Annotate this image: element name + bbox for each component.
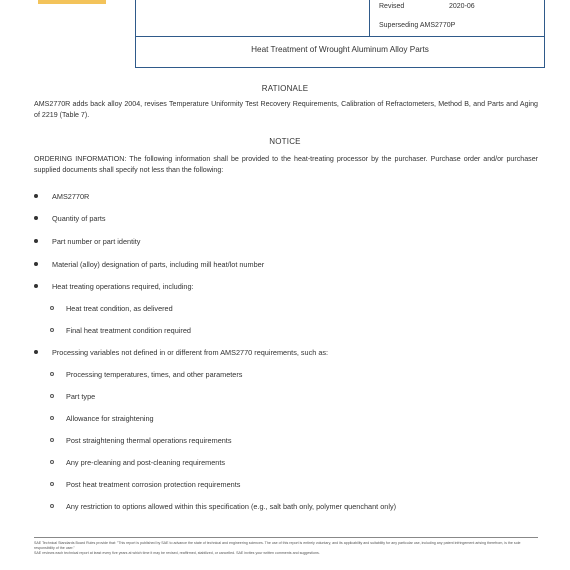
sub-list-item: Any restriction to options allowed within this specification (e.g., salt bath only, polymer quenchant only) [50, 502, 396, 511]
bullet-icon [34, 262, 38, 266]
list-item: AMS2770R [34, 192, 89, 201]
document-header [135, 0, 545, 68]
footer-disclaimer: SAE Technical Standards Board Rules provide that: "This report is published by SAE to advance the state of technical and engineering sciences. The use of this report is entirely voluntary, and its applicability and suitability for any particular use, including any patent infringement arising therefrom, is the sole responsibility of the user." [34, 541, 521, 550]
list-item: Heat treating operations required, including: [34, 282, 194, 291]
list-item: Material (alloy) designation of parts, including mill heat/lot number [34, 260, 264, 269]
sub-bullet-icon [50, 416, 54, 420]
bullet-icon [34, 239, 38, 243]
sub-bullet-icon [50, 438, 54, 442]
header-vertical-divider [369, 0, 370, 36]
sub-bullet-icon [50, 482, 54, 486]
revised-row [379, 3, 475, 10]
bullet-icon [34, 350, 38, 354]
sub-bullet-icon [50, 394, 54, 398]
footer-divider [34, 537, 538, 538]
sub-list-item: Part type [50, 392, 95, 401]
sub-list-item: Final heat treatment condition required [50, 326, 191, 335]
sub-bullet-icon [50, 372, 54, 376]
sub-list-item: Post heat treatment corrosion protection requirements [50, 480, 240, 489]
header-meta-area [136, 0, 544, 37]
sub-bullet-icon [50, 504, 54, 508]
footer-review-note: SAE reviews each technical report at least every five years at which time it may be revised, reaffirmed, stabilized, or cancelled. SAE invites your written comments and suggestions. [34, 551, 320, 555]
document-title: Heat Treatment of Wrought Aluminum Alloy Parts [251, 45, 429, 54]
sub-bullet-icon [50, 306, 54, 310]
bullet-icon [34, 284, 38, 288]
revised-label: Revised [379, 3, 405, 10]
superseding-row [379, 22, 455, 29]
header-horizontal-divider [136, 36, 544, 37]
sub-list-item: Allowance for straightening [50, 414, 154, 423]
sub-list-item: Processing temperatures, times, and other parameters [50, 370, 242, 379]
sub-list-item: Post straightening thermal operations requirements [50, 436, 231, 445]
sub-bullet-icon [50, 328, 54, 332]
rationale-heading: RATIONALE [261, 84, 309, 93]
sub-bullet-icon [50, 460, 54, 464]
publisher-logo-bar [38, 0, 106, 4]
sub-list-item: Heat treat condition, as delivered [50, 304, 173, 313]
list-item: Part number or part identity [34, 237, 140, 246]
bullet-icon [34, 216, 38, 220]
ordering-information-text: ORDERING INFORMATION: The following information shall be provided to the heat-treating processor by the purchaser. Purchase order and/or purchaser supplied documents shall specify not less than the following: [34, 155, 538, 174]
revised-value: 2020-06 [449, 3, 475, 10]
notice-heading: NOTICE [269, 137, 301, 146]
bullet-icon [34, 194, 38, 198]
superseding-label: Superseding AMS2770P [379, 22, 456, 29]
sub-list-item: Any pre-cleaning and post-cleaning requirements [50, 458, 225, 467]
rationale-text: AMS2770R adds back alloy 2004, revises Temperature Uniformity Test Recovery Requirements, Calibration of Refractometers, Method B, and Parts and Aging of 2219 (Table 7). [34, 100, 538, 119]
list-item: Quantity of parts [34, 214, 106, 223]
list-item: Processing variables not defined in or different from AMS2770 requirements, such as: [34, 348, 328, 357]
